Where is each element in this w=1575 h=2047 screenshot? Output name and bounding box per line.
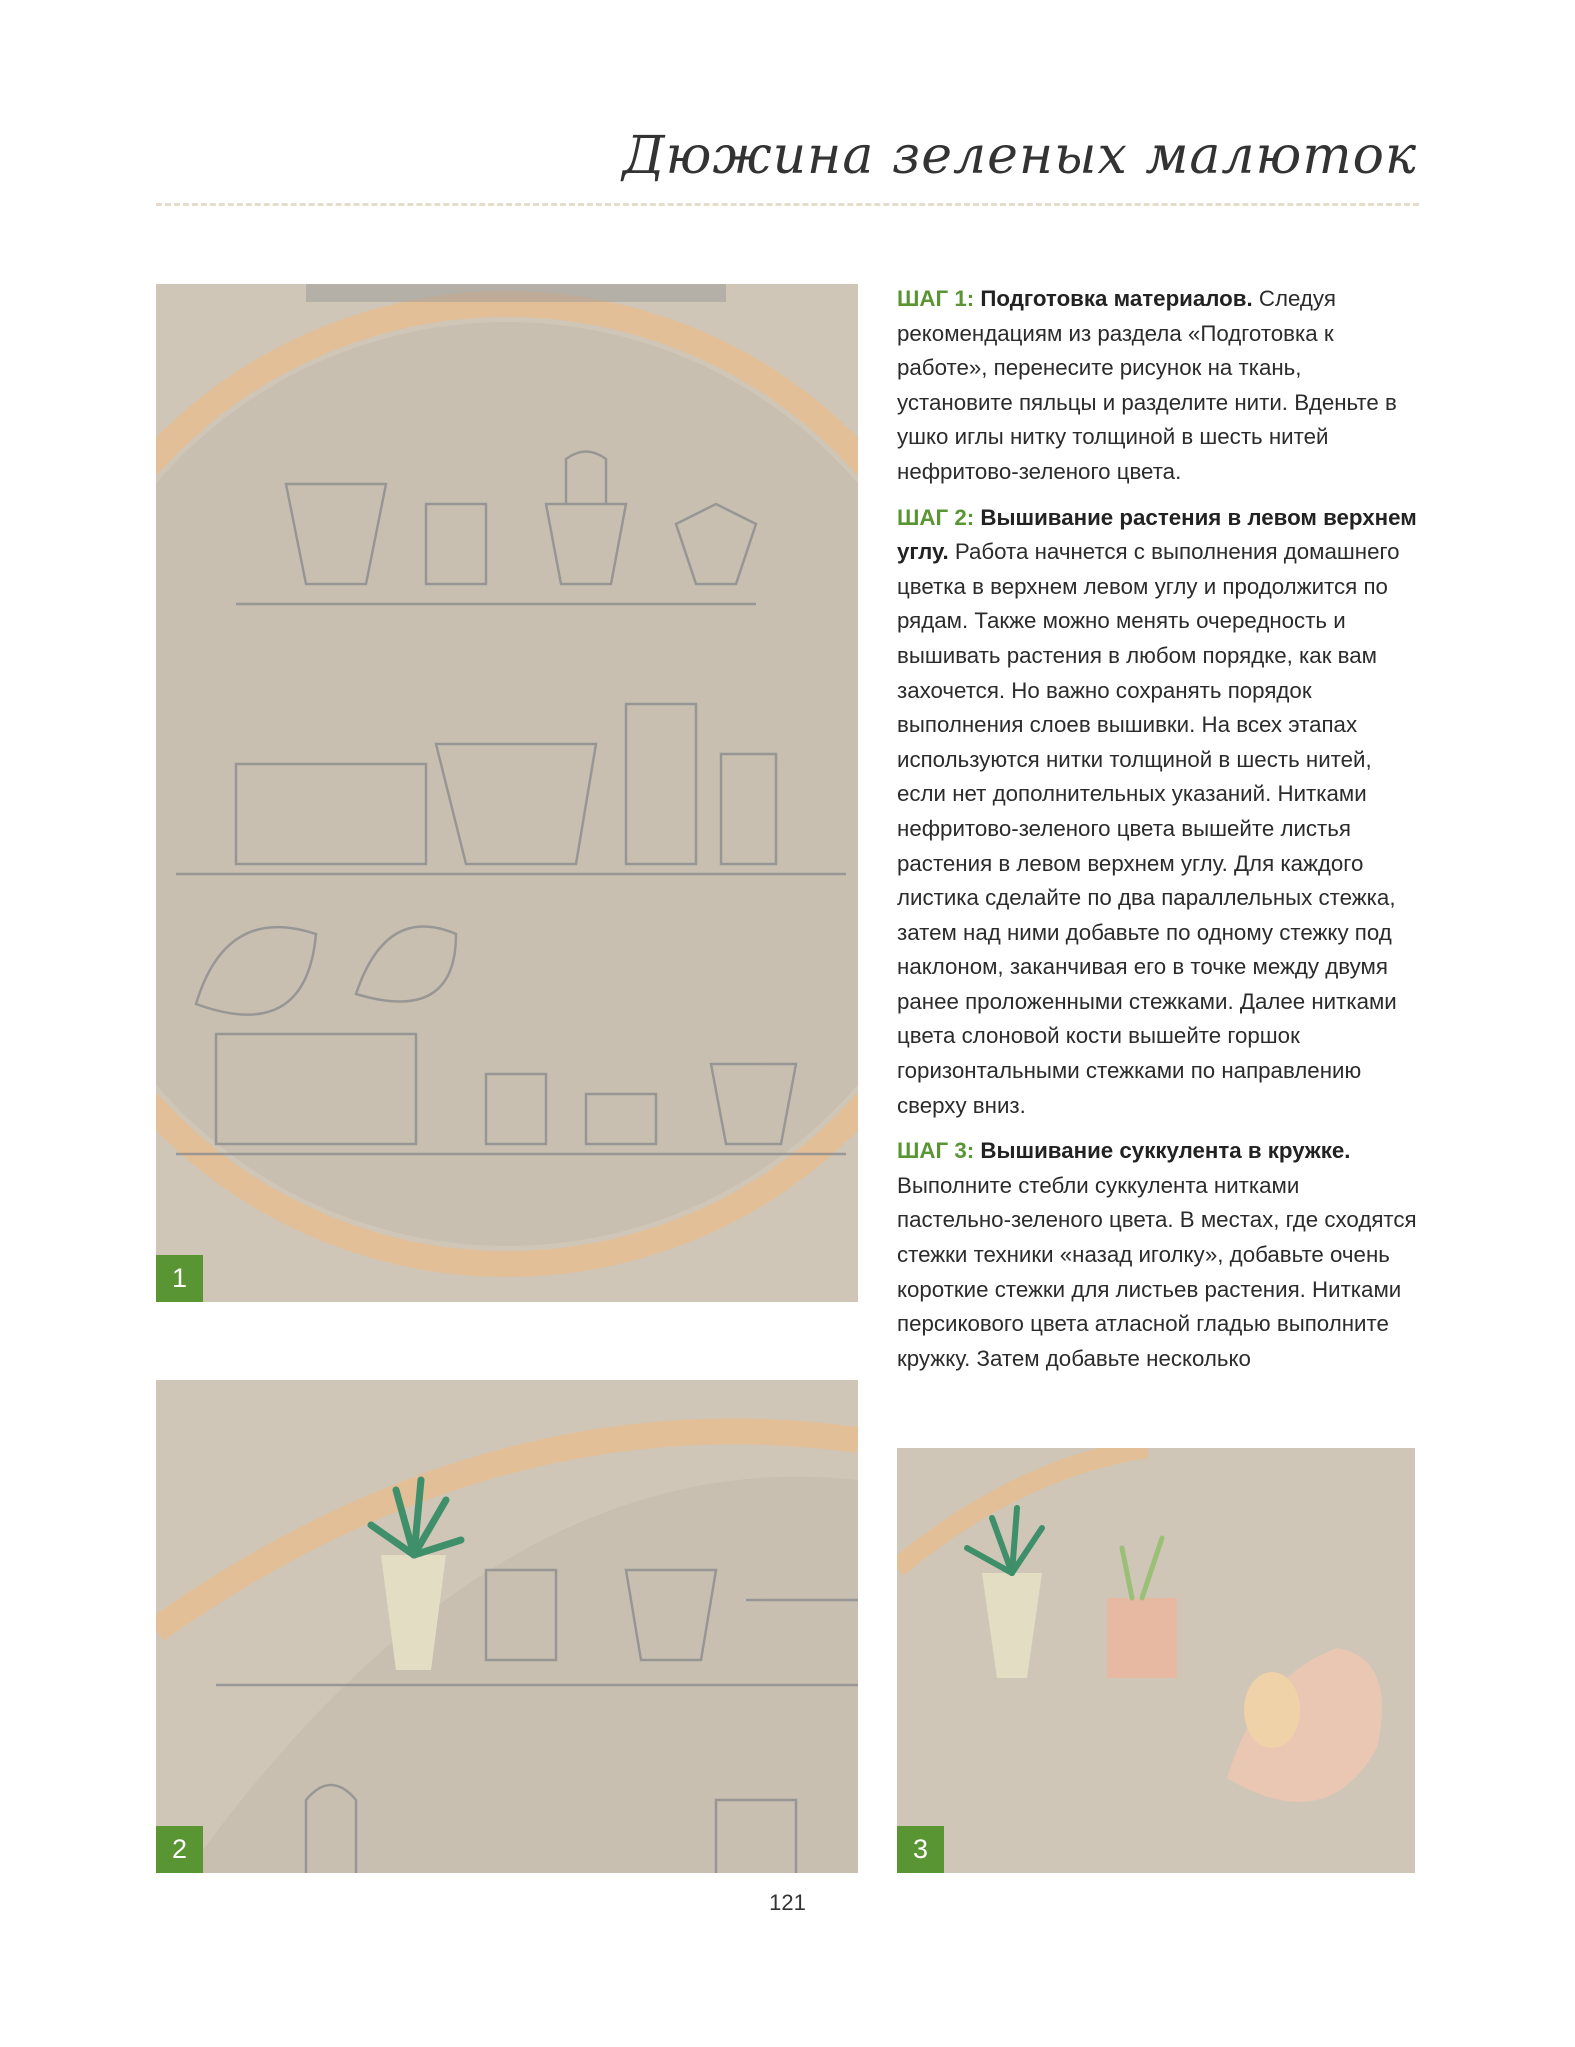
step-heading: Вышивание растения в левом верхнем углу.: [897, 504, 1417, 565]
step-1: [897, 282, 1417, 490]
photo-step-3: [897, 1448, 1415, 1873]
step-label: ШАГ 3:: [897, 1138, 975, 1164]
photo-number-badge: 2: [156, 1826, 203, 1873]
photo-number-badge: 1: [156, 1255, 203, 1302]
step-label: ШАГ 1:: [897, 286, 975, 311]
step-label: ШАГ 2:: [897, 504, 975, 530]
step-3: [897, 1134, 1417, 1376]
chapter-title: Дюжина зеленых малюток: [622, 126, 1417, 186]
step-text: Работа начнется с выполнения домашнего цветка в верхнем левом углу и продолжится по рядам. Также можно менять очередность и вышивать растения в любом порядке, как вам захочется. Но важно сохранять порядок выполнения слоев вышивки. На всех этапах используются нитки толщиной в шесть нитей, если нет дополнительных указаний. Нитками нефритово-зеленого цвета вышейте листья растения в левом верхнем углу. Для каждого листика сделайте по два параллельных стежка, затем над ними добавьте по одному стежку под наклоном, заканчивая его в точке между двумя ранее проложенными стежками. Далее нитками цвета слоновой кости вышейте горшок горизонтальными стежками по направлению сверху вниз.: [897, 539, 1400, 1118]
step-text: Следуя рекомендациям из раздела «Подготовка к работе», перенесите рисунок на ткань, установите пяльцы и разделите нити. Вденьте в ушко иглы нитку толщиной в шесть нитей нефритово-зеленого цвета.: [897, 286, 1397, 484]
header-divider: [156, 203, 1419, 206]
step-heading: Вышивание суккулента в кружке.: [980, 1138, 1351, 1164]
step-text: Выполните стебли суккулента нитками пастельно-зеленого цвета. В местах, где сходятся стежки техники «назад иголку», добавьте очень короткие стежки для листьев растения. Нитками персикового цвета атласной гладью выполните кружку. Затем добавьте несколько: [897, 1172, 1417, 1371]
photo-step-1: [156, 284, 858, 1302]
photo-number-badge: 3: [897, 1826, 944, 1873]
photo-step-2: [156, 1380, 858, 1873]
embroidery-mug-stitching-image: [897, 1448, 1415, 1873]
embroidery-hoop-progress-image: [156, 1380, 858, 1873]
step-heading: Подготовка материалов.: [980, 286, 1253, 311]
step-2: [897, 501, 1417, 1124]
page-number: 121: [769, 1890, 806, 1915]
embroidery-hoop-sketch-image: [156, 284, 858, 1302]
instructions-column: [897, 282, 1417, 1387]
